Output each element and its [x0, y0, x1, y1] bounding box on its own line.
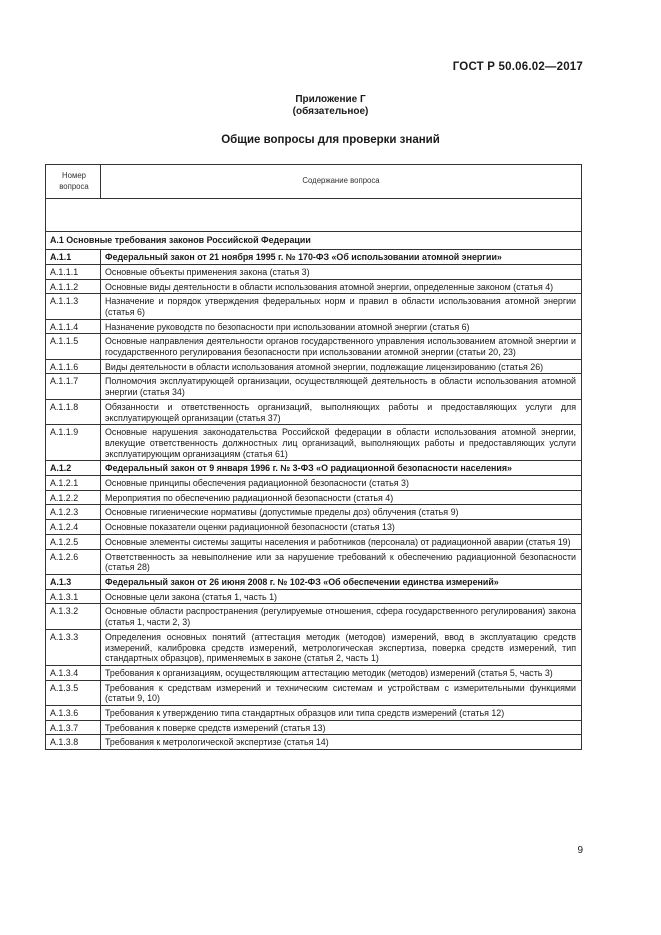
question-text: Требования к поверке средств измерений (статья 13) — [101, 720, 582, 735]
question-number: А.1.1 — [46, 250, 101, 265]
question-text: Федеральный закон от 9 января 1996 г. № 3-ФЗ «О радиационной безопасности населения» — [101, 461, 582, 476]
question-text: Федеральный закон от 21 ноября 1995 г. № 170-ФЗ «Об использовании атомной энергии» — [101, 250, 582, 265]
question-number: А.1.2.1 — [46, 476, 101, 491]
section-title: А.1 Основные требования законов Российской Федерации — [46, 232, 582, 250]
question-number: А.1.2.6 — [46, 549, 101, 574]
appendix-label: Приложение Г — [295, 94, 366, 105]
question-number: А.1.2.3 — [46, 505, 101, 520]
question-number: А.1.1.3 — [46, 294, 101, 319]
section-row — [46, 232, 582, 250]
table-row — [46, 425, 582, 461]
table-row — [46, 534, 582, 549]
table-row — [46, 720, 582, 735]
table-row — [46, 735, 582, 750]
question-text: Полномочия эксплуатирующей организации, осуществляющей деятельность в области использования атомной энергии (статья 34) — [101, 374, 582, 399]
table-row — [46, 604, 582, 629]
question-number: А.1.1.6 — [46, 359, 101, 374]
header-separator — [46, 199, 582, 232]
question-text: Виды деятельности в области использования атомной энергии, подлежащие лицензированию (статья 26) — [101, 359, 582, 374]
question-number: А.1.3.6 — [46, 706, 101, 721]
table-row — [46, 399, 582, 424]
question-text: Основные принципы обеспечения радиационной безопасности (статья 3) — [101, 476, 582, 491]
table-row — [46, 629, 582, 665]
table-row — [46, 706, 582, 721]
question-text: Основные цели закона (статья 1, часть 1) — [101, 589, 582, 604]
table-row — [46, 279, 582, 294]
question-text: Мероприятия по обеспечению радиационной безопасности (статья 4) — [101, 490, 582, 505]
header-content: Содержание вопроса — [101, 165, 582, 199]
page-title: Общие вопросы для проверки знаний — [221, 134, 440, 146]
question-number: А.1.3.3 — [46, 629, 101, 665]
question-number: А.1.2 — [46, 461, 101, 476]
question-text: Требования к метрологической экспертизе (статья 14) — [101, 735, 582, 750]
question-number: А.1.1.8 — [46, 399, 101, 424]
question-text: Назначение руководств по безопасности при использовании атомной энергии (статья 6) — [101, 319, 582, 334]
appendix-status: (обязательное) — [292, 106, 369, 117]
question-number: А.1.2.2 — [46, 490, 101, 505]
question-text: Обязанности и ответственность организаций, выполняющих работы и предоставляющих услуги для эксплуатирующей организации (статья 37) — [101, 399, 582, 424]
question-number: А.1.2.4 — [46, 520, 101, 535]
appendix-heading — [0, 94, 661, 118]
question-text: Назначение и порядок утверждения федеральных норм и правил в области использования атомной энергии (статья 6) — [101, 294, 582, 319]
question-text: Основные элементы системы защиты населения и работников (персонала) от радиационной аварии (статья 19) — [101, 534, 582, 549]
question-text: Требования к средствам измерений и техническим системам и устройствам с измерительными функциями (статьи 9, 10) — [101, 680, 582, 705]
question-text: Федеральный закон от 26 июня 2008 г. № 102-ФЗ «Об обеспечении единства измерений» — [101, 574, 582, 589]
table-row — [46, 319, 582, 334]
table-row — [46, 505, 582, 520]
table-row — [46, 461, 582, 476]
question-number: А.1.2.5 — [46, 534, 101, 549]
table-row — [46, 589, 582, 604]
question-number: А.1.1.4 — [46, 319, 101, 334]
document-code: ГОСТ Р 50.06.02—2017 — [452, 61, 583, 73]
question-text: Основные направления деятельности органов государственного управления использованием атомной энергии и государственного регулирования безопасности при использовании атомной энергии (статьи 20, 23) — [101, 334, 582, 359]
question-text: Основные виды деятельности в области использования атомной энергии, определенные законом (статья 4) — [101, 279, 582, 294]
table-row — [46, 250, 582, 265]
question-number: А.1.3.8 — [46, 735, 101, 750]
question-number: А.1.3 — [46, 574, 101, 589]
question-text: Основные нарушения законодательства Российской федерации в области использования атомной энергии, влекущие ответственность должностных лиц организаций, выполняющих работы и предоставляющих услуги эксплуатирующим организациям (статья 61) — [101, 425, 582, 461]
table-row — [46, 665, 582, 680]
page-number: 9 — [577, 845, 583, 856]
question-text: Ответственность за невыполнение или за нарушение требований к обеспечению радиационной безопасности (статья 28) — [101, 549, 582, 574]
question-number: А.1.1.5 — [46, 334, 101, 359]
table-header-row — [46, 165, 582, 199]
questions-table — [45, 164, 582, 750]
question-number: А.1.3.1 — [46, 589, 101, 604]
question-number: А.1.1.9 — [46, 425, 101, 461]
question-number: А.1.1.7 — [46, 374, 101, 399]
table-row — [46, 476, 582, 491]
table-row — [46, 490, 582, 505]
header-number: Номер вопроса — [46, 165, 101, 199]
question-text: Основные гигиенические нормативы (допустимые пределы доз) облучения (статья 9) — [101, 505, 582, 520]
question-number: А.1.3.4 — [46, 665, 101, 680]
question-number: А.1.3.7 — [46, 720, 101, 735]
table-row — [46, 549, 582, 574]
question-text: Определения основных понятий (аттестация методик (методов) измерений, ввод в эксплуатацию средств измерений, калибровка средств измерений, метрологическая экспертиза, поверка средств измерений, тип стандартных образцов), применяемых в законе (статья 2, часть 1) — [101, 629, 582, 665]
table-row — [46, 374, 582, 399]
question-text: Требования к утверждению типа стандартных образцов или типа средств измерений (статья 12) — [101, 706, 582, 721]
table-row — [46, 334, 582, 359]
table-body — [46, 232, 582, 750]
question-text: Основные объекты применения закона (статья 3) — [101, 264, 582, 279]
table-row — [46, 264, 582, 279]
table-row — [46, 574, 582, 589]
question-number: А.1.3.2 — [46, 604, 101, 629]
question-number: А.1.1.2 — [46, 279, 101, 294]
question-number: А.1.1.1 — [46, 264, 101, 279]
table-row — [46, 294, 582, 319]
question-text: Основные показатели оценки радиационной безопасности (статья 13) — [101, 520, 582, 535]
question-text: Требования к организациям, осуществляющим аттестацию методик (методов) измерений (статья 5, часть 3) — [101, 665, 582, 680]
table-row — [46, 359, 582, 374]
question-number: А.1.3.5 — [46, 680, 101, 705]
table-row — [46, 520, 582, 535]
question-text: Основные области распространения (регулируемые отношения, сфера государственного регулирования) закона (статья 1, части 2, 3) — [101, 604, 582, 629]
table-row — [46, 680, 582, 705]
